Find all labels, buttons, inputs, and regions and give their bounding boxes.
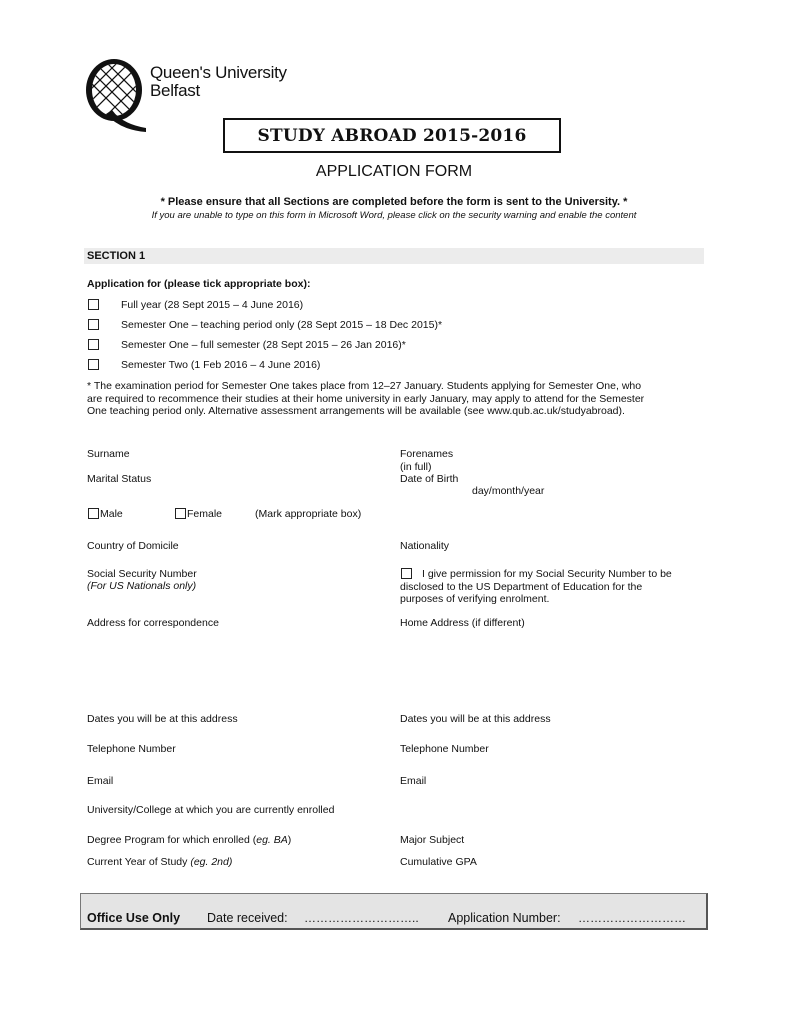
- notice-sub: If you are unable to type on this form in Microsoft Word, please click on the security warning and enable the content: [151, 210, 637, 221]
- form-subtitle: APPLICATION FORM: [315, 163, 473, 180]
- footnote-line: are required to recommence their studies at their home university in early January, may apply to attend for the Semester: [87, 392, 645, 405]
- university-enrolled-label: University/College at which you are currently enrolled: [87, 804, 335, 816]
- major-subject-label: Major Subject: [400, 834, 465, 846]
- option-sem1-full-checkbox[interactable]: [88, 339, 99, 350]
- form-title-box: [223, 118, 561, 153]
- office-use-label: Office Use Only: [87, 911, 181, 925]
- male-label: Male: [100, 508, 123, 520]
- forenames-label: Forenames: [400, 448, 454, 460]
- option-sem1-teaching-checkbox[interactable]: [88, 319, 99, 330]
- option-full-year-checkbox[interactable]: [88, 299, 99, 310]
- marital-status-label: Marital Status: [87, 473, 152, 485]
- surname-label: Surname: [87, 448, 130, 460]
- ssn-permission-text: [400, 568, 710, 606]
- forenames-note: (in full): [400, 461, 432, 473]
- degree-program-example: eg. BA: [256, 834, 288, 846]
- ssn-permission-line: I give permission for my Social Security Number to be: [422, 568, 672, 580]
- date-received-label: Date received:: [207, 911, 288, 925]
- ssn-note: (For US Nationals only): [87, 580, 197, 592]
- option-sem1-teaching-label: Semester One – teaching period only (28 Sept 2015 – 18 Dec 2015)*: [121, 319, 443, 331]
- address-correspondence-label: Address for correspondence: [87, 617, 219, 629]
- option-sem2-checkbox[interactable]: [88, 359, 99, 370]
- semester-footnote: [87, 380, 712, 418]
- male-checkbox[interactable]: [88, 508, 99, 519]
- footnote-line: One teaching period only. Alternative assessment arrangements will be available (see www.qub.ac.uk/studyabroad).: [87, 405, 625, 417]
- current-year-example: (eg. 2nd): [190, 856, 233, 868]
- cumulative-gpa-label: Cumulative GPA: [400, 856, 477, 868]
- gender-note: (Mark appropriate box): [255, 508, 362, 520]
- ssn-permission-line: purposes of verifying enrolment.: [400, 593, 550, 605]
- country-of-domicile-label: Country of Domicile: [87, 540, 179, 552]
- home-address-label: Home Address (if different): [400, 617, 525, 629]
- ssn-permission-line: disclosed to the US Department of Education for the: [400, 580, 643, 593]
- application-number-label: Application Number:: [448, 911, 561, 925]
- current-year-label: [87, 856, 232, 869]
- telephone-right-label: Telephone Number: [400, 743, 489, 755]
- date-of-birth-label: Date of Birth: [400, 473, 459, 485]
- degree-program-text: Degree Program for which enrolled (: [87, 834, 257, 846]
- dob-format-hint: day/month/year: [472, 485, 545, 497]
- option-full-year-label: Full year (28 Sept 2015 – 4 June 2016): [121, 299, 304, 311]
- degree-program-label: [87, 834, 291, 847]
- nationality-label: Nationality: [400, 540, 450, 552]
- telephone-left-label: Telephone Number: [87, 743, 176, 755]
- section-1-heading: SECTION 1: [87, 250, 146, 262]
- section-1-bar: [84, 248, 704, 264]
- ssn-label: Social Security Number: [87, 568, 197, 580]
- dates-at-address-right-label: Dates you will be at this address: [400, 713, 551, 725]
- current-year-text: Current Year of Study: [87, 856, 191, 868]
- date-received-dots: ………………………..: [304, 911, 419, 925]
- notice-main: * Please ensure that all Sections are completed before the form is sent to the University. *: [160, 196, 628, 208]
- university-name: [150, 64, 287, 100]
- option-sem2-label: Semester Two (1 Feb 2016 – 4 June 2016): [121, 359, 321, 371]
- email-left-label: Email: [87, 775, 114, 787]
- application-number-dots: ………………………: [578, 911, 686, 925]
- email-right-label: Email: [400, 775, 427, 787]
- female-checkbox[interactable]: [175, 508, 186, 519]
- option-sem1-full-label: Semester One – full semester (28 Sept 2015 – 26 Jan 2016)*: [121, 339, 406, 351]
- degree-program-close: ): [287, 834, 292, 846]
- footnote-line: * The examination period for Semester One takes place from 12–27 January. Students applying for Semester One, who: [87, 380, 642, 392]
- qub-q-crest-icon: [82, 58, 148, 132]
- application-prompt: Application for (please tick appropriate box):: [87, 278, 311, 290]
- university-name-line1: Queen's University: [150, 63, 287, 82]
- form-title: STUDY ABROAD 2015-2016: [257, 125, 527, 146]
- dates-at-address-left-label: Dates you will be at this address: [87, 713, 238, 725]
- university-name-line2: Belfast: [150, 81, 200, 100]
- female-label: Female: [187, 508, 223, 520]
